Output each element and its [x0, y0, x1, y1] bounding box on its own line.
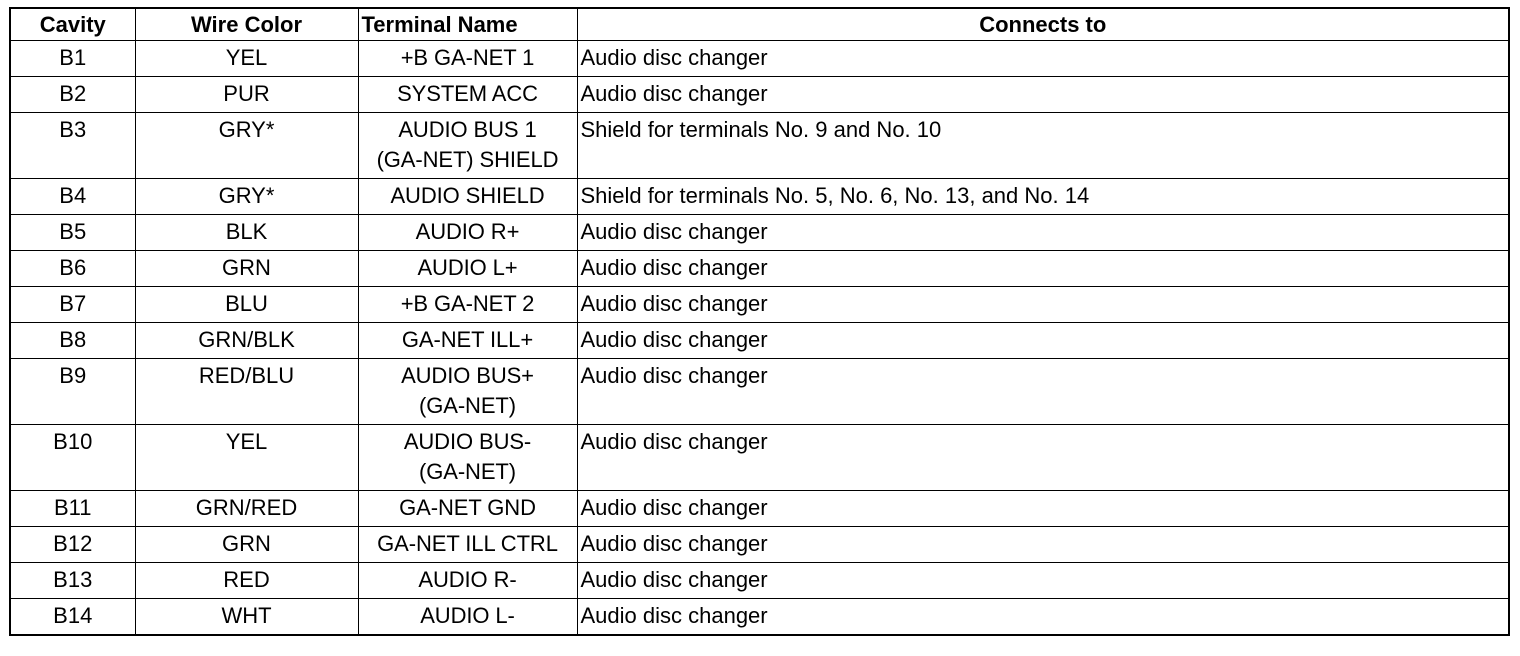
- wire-color-cell: GRN: [135, 527, 358, 563]
- cavity-cell: B12: [10, 527, 135, 563]
- wire-color-cell: YEL: [135, 425, 358, 491]
- cavity-cell: B2: [10, 77, 135, 113]
- cavity-cell: B5: [10, 215, 135, 251]
- table-row: [10, 77, 1509, 113]
- connects-to-cell: Audio disc changer: [577, 41, 1509, 77]
- table-row: [10, 215, 1509, 251]
- terminal-name-cell: AUDIO L-: [358, 599, 577, 635]
- table-row: [10, 563, 1509, 599]
- wire-color-cell: RED: [135, 563, 358, 599]
- cavity-cell: B10: [10, 425, 135, 491]
- terminal-name-cell: AUDIO BUS+ (GA-NET): [358, 359, 577, 425]
- terminal-name-cell: AUDIO BUS 1 (GA-NET) SHIELD: [358, 113, 577, 179]
- connects-to-cell: Audio disc changer: [577, 527, 1509, 563]
- table-row: [10, 359, 1509, 425]
- table-body: [10, 41, 1509, 635]
- table-row: [10, 599, 1509, 635]
- wire-color-cell: GRN/RED: [135, 491, 358, 527]
- connector-pinout-table: [9, 7, 1510, 636]
- wire-color-cell: GRY*: [135, 179, 358, 215]
- connects-to-cell: Audio disc changer: [577, 287, 1509, 323]
- header-cavity: Cavity: [10, 8, 135, 41]
- header-terminal-name: Terminal Name: [358, 8, 577, 41]
- connects-to-cell: Audio disc changer: [577, 563, 1509, 599]
- cavity-cell: B1: [10, 41, 135, 77]
- terminal-name-cell: AUDIO R+: [358, 215, 577, 251]
- terminal-name-cell: +B GA-NET 2: [358, 287, 577, 323]
- connects-to-cell: Audio disc changer: [577, 491, 1509, 527]
- wire-color-cell: BLU: [135, 287, 358, 323]
- table-row: [10, 251, 1509, 287]
- connects-to-cell: Audio disc changer: [577, 599, 1509, 635]
- terminal-name-cell: GA-NET ILL CTRL: [358, 527, 577, 563]
- connects-to-cell: Audio disc changer: [577, 359, 1509, 425]
- table-header: [10, 8, 1509, 41]
- table-row: [10, 425, 1509, 491]
- header-wire-color: Wire Color: [135, 8, 358, 41]
- wire-color-cell: YEL: [135, 41, 358, 77]
- wire-color-cell: WHT: [135, 599, 358, 635]
- wire-color-cell: PUR: [135, 77, 358, 113]
- header-connects-to: Connects to: [577, 8, 1509, 41]
- table-row: [10, 527, 1509, 563]
- connects-to-cell: Audio disc changer: [577, 425, 1509, 491]
- cavity-cell: B11: [10, 491, 135, 527]
- terminal-name-cell: +B GA-NET 1: [358, 41, 577, 77]
- wire-color-cell: GRY*: [135, 113, 358, 179]
- terminal-name-cell: AUDIO SHIELD: [358, 179, 577, 215]
- connects-to-cell: Shield for terminals No. 9 and No. 10: [577, 113, 1509, 179]
- wire-color-cell: GRN: [135, 251, 358, 287]
- cavity-cell: B14: [10, 599, 135, 635]
- terminal-name-cell: AUDIO BUS- (GA-NET): [358, 425, 577, 491]
- terminal-name-cell: GA-NET GND: [358, 491, 577, 527]
- terminal-name-cell: AUDIO L+: [358, 251, 577, 287]
- cavity-cell: B6: [10, 251, 135, 287]
- cavity-cell: B13: [10, 563, 135, 599]
- connects-to-cell: Audio disc changer: [577, 215, 1509, 251]
- connects-to-cell: Shield for terminals No. 5, No. 6, No. 13, and No. 14: [577, 179, 1509, 215]
- table-row: [10, 491, 1509, 527]
- table-row: [10, 323, 1509, 359]
- table-row: [10, 179, 1509, 215]
- table-row: [10, 287, 1509, 323]
- header-row: [10, 8, 1509, 41]
- cavity-cell: B3: [10, 113, 135, 179]
- cavity-cell: B4: [10, 179, 135, 215]
- connects-to-cell: Audio disc changer: [577, 77, 1509, 113]
- cavity-cell: B9: [10, 359, 135, 425]
- wire-color-cell: GRN/BLK: [135, 323, 358, 359]
- terminal-name-cell: GA-NET ILL+: [358, 323, 577, 359]
- wire-color-cell: BLK: [135, 215, 358, 251]
- wire-color-cell: RED/BLU: [135, 359, 358, 425]
- terminal-name-cell: SYSTEM ACC: [358, 77, 577, 113]
- cavity-cell: B8: [10, 323, 135, 359]
- connects-to-cell: Audio disc changer: [577, 251, 1509, 287]
- cavity-cell: B7: [10, 287, 135, 323]
- connects-to-cell: Audio disc changer: [577, 323, 1509, 359]
- table-row: [10, 113, 1509, 179]
- terminal-name-cell: AUDIO R-: [358, 563, 577, 599]
- table-row: [10, 41, 1509, 77]
